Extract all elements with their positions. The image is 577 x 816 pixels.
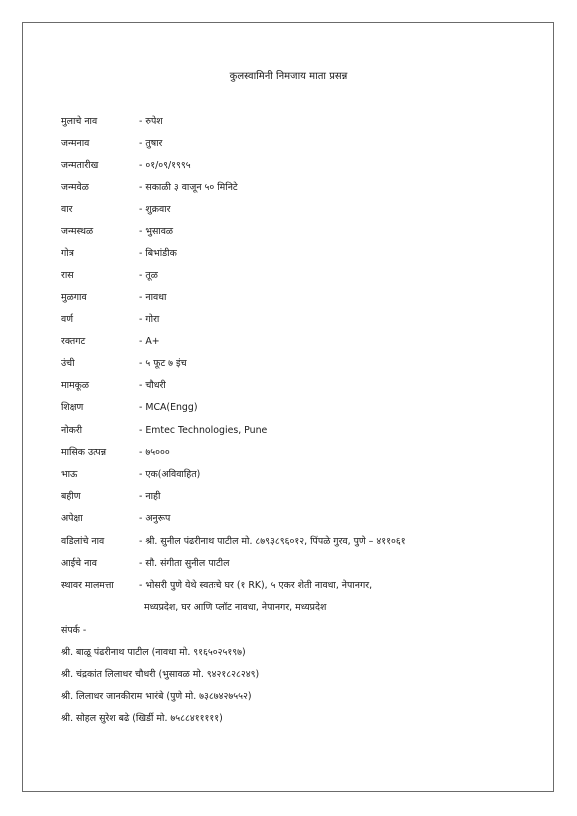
detail-label: बहीण [61,491,81,502]
contact-item: श्री. बाळू पंढरीनाथ पाटील (नावधा मो. ९१६५०२५१९७) [61,647,246,658]
document-title: कुलस्वामिनी निमजाय माता प्रसन्न [229,71,348,82]
detail-value: - बिभांडीक [139,248,177,259]
detail-label: मासिक उत्पन्न [61,447,107,458]
detail-value: - भोसरी पुणे येथे स्वतःचे घर (१ RK), ५ एकर शेती नावधा, नेपानगर, [139,580,373,591]
contact-item: श्री. सोहल सुरेश बढे (खिर्डी मो. ७५८८४१११११) [61,713,223,724]
detail-value: - Emtec Technologies, Pune [139,425,268,436]
detail-value: - श्री. सुनील पंढरीनाथ पाटील मो. ८७९३८९६०१२, पिंपळे गुरव, पुणे – ४११०६१ [139,536,406,547]
detail-value: - ०१/०९/१९९५ [139,160,191,171]
detail-value: - सौ. संगीता सुनील पाटील [139,558,230,569]
detail-label: भाऊ [61,469,78,480]
detail-label: नोकरी [61,425,83,436]
detail-label: मुळगाव [61,292,87,303]
detail-value: - A+ [139,336,160,347]
detail-label: रक्तगट [61,336,86,347]
detail-label: मामकूळ [61,380,89,391]
detail-value: - रुपेश [139,116,163,127]
detail-label: मुलाचे नाव [61,116,98,127]
detail-value: - तूळ [139,270,158,281]
detail-value: - अनुरूप [139,513,171,524]
property-continuation: मध्यप्रदेश, घर आणि प्लॉट नावधा, नेपानगर, मध्यप्रदेश [144,602,327,613]
detail-value: - नाही [139,491,161,502]
detail-label: जन्मस्थळ [61,226,94,237]
detail-value: - एक(अविवाहित) [139,469,201,480]
detail-value: - MCA(Engg) [139,402,198,413]
detail-label: वर्ण [61,314,73,325]
detail-value: - चौधरी [139,380,166,391]
detail-label: गोत्र [61,248,74,259]
detail-value: - गोरा [139,314,160,325]
detail-value: - ५ फूट ७ इंच [139,358,187,369]
detail-label: जन्मवेळ [61,182,89,193]
detail-value: - नावधा [139,292,167,303]
detail-label: जन्मनाव [61,138,90,149]
detail-label: जन्मतारीख [61,160,99,171]
detail-label: वडिलांचे नाव [61,536,105,547]
detail-label: वार [61,204,73,215]
detail-label: रास [61,270,74,281]
detail-value: - शुक्रवार [139,204,171,215]
detail-value: - सकाळी ३ वाजून ५० मिनिटे [139,182,238,193]
contact-item: श्री. लिलाधर जानकीराम भारंबे (पुणे मो. ७३८७४२७५५२) [61,691,252,702]
detail-label: शिक्षण [61,402,84,413]
detail-value: - भुसावळ [139,226,174,237]
detail-label: अपेक्षा [61,513,83,524]
contact-item: श्री. चंद्रकांत लिलाधर चौधरी (भुसावळ मो. ९४२१८२८२४९) [61,669,260,680]
detail-value: - ७५००० [139,447,170,458]
detail-label: आईचे नाव [61,558,97,569]
contact-heading: संपर्क - [61,625,87,636]
detail-label: स्थावर मालमत्ता [61,580,114,591]
detail-value: - तुषार [139,138,163,149]
detail-label: उंची [61,358,75,369]
